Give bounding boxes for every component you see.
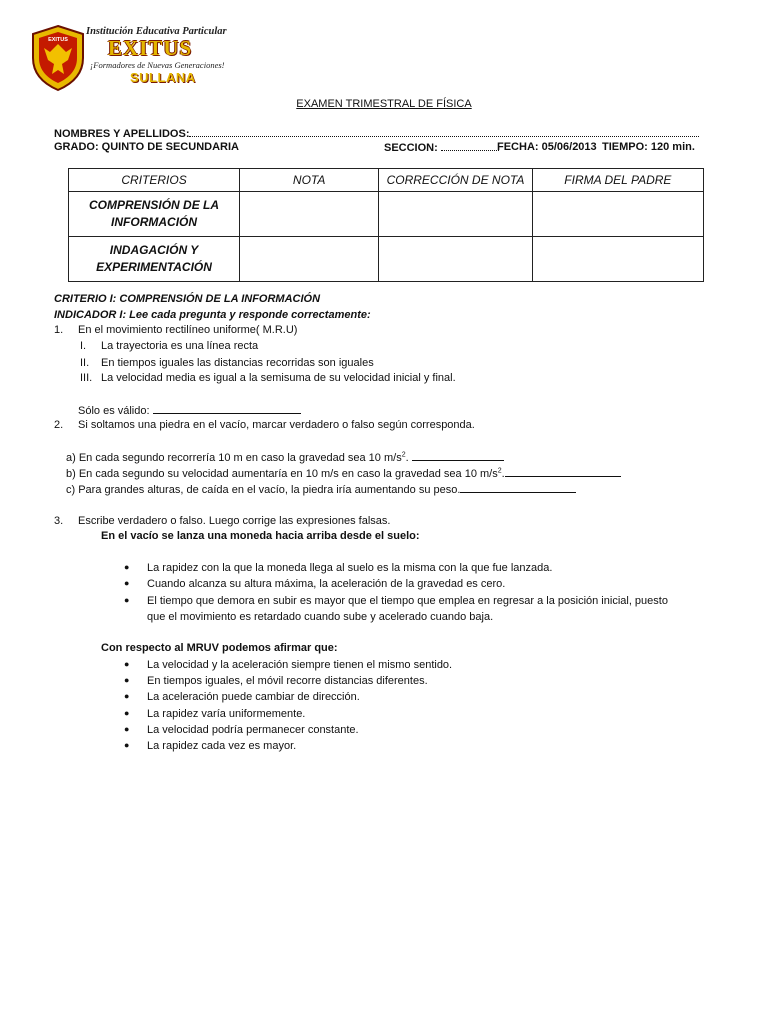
bullet-icon: ●: [124, 675, 130, 685]
q1-item-text: La velocidad media es igual a la semisuma de su velocidad inicial y final.: [101, 372, 456, 384]
bullet-icon: ●: [124, 724, 130, 734]
q1-answer-label: Sólo es válido:: [78, 405, 153, 417]
names-label: NOMBRES Y APELLIDOS:: [54, 128, 190, 140]
exam-title: EXAMEN TRIMESTRAL DE FÍSICA: [296, 98, 472, 110]
q1-item-text: En tiempos iguales las distancias recorridas son iguales: [101, 357, 374, 369]
q2-a-field[interactable]: [412, 450, 504, 461]
q1-answer-row: [78, 403, 301, 417]
q1-item-num: III.: [80, 372, 93, 384]
section-label: SECCION:: [384, 142, 438, 154]
brand-name: EXITUS: [108, 36, 193, 60]
q3-text: Escribe verdadero o falso. Luego corrige las expresiones falsas.: [78, 515, 391, 527]
nota-cell[interactable]: [240, 237, 379, 282]
table-row: [69, 237, 704, 282]
q2-c-row: [66, 482, 576, 496]
list-item: La rapidez cada vez es mayor.: [147, 740, 297, 752]
bullet-icon: ●: [124, 595, 130, 605]
correccion-cell[interactable]: [379, 192, 532, 237]
time: TIEMPO: 120 min.: [602, 141, 695, 153]
table-row: [69, 192, 704, 237]
q2-a-row: a) En cada segundo recorrería 10 m en caso la gravedad sea 10 $m/s^2$.: [66, 450, 504, 464]
q1-text: En el movimiento rectilíneo uniforme( M.R.U): [78, 324, 298, 336]
date: FECHA: 05/06/2013: [497, 141, 597, 153]
criteria-table: [68, 168, 704, 282]
list-item: La velocidad y la aceleración siempre tienen el mismo sentido.: [147, 659, 453, 671]
nota-cell[interactable]: [240, 192, 379, 237]
bullet-icon: ●: [124, 562, 130, 572]
bullet-icon: ●: [124, 708, 130, 718]
q2-text: Si soltamos una piedra en el vacío, marcar verdadero o falso según corresponda.: [78, 419, 475, 431]
criterion-line: INFORMACIÓN: [111, 215, 198, 229]
list-item: El tiempo que demora en subir es mayor que el tiempo que emplea en regresar a la posición inicial, puesto: [147, 595, 668, 607]
q2-c-field[interactable]: [460, 482, 576, 493]
criterio-heading: CRITERIO I: COMPRENSIÓN DE LA INFORMACIÓN: [54, 293, 321, 305]
q3-subheading-2: Con respecto al MRUV podemos afirmar que:: [101, 642, 338, 654]
q1-item-text: La trayectoria es una línea recta: [101, 340, 259, 352]
q1-answer-field[interactable]: [153, 403, 301, 414]
q1-number: 1.: [54, 324, 64, 336]
q3-number: 3.: [54, 515, 64, 527]
school-logo: [30, 24, 260, 94]
shield-text: EXITUS: [48, 37, 68, 43]
q2-number: 2.: [54, 419, 64, 431]
criterion-cell: [69, 237, 240, 282]
q1-item-num: II.: [80, 357, 90, 369]
list-item: La aceleración puede cambiar de dirección.: [147, 691, 360, 703]
q2-b-text: b) En cada segundo su velocidad aumentaría en 10 m/s en caso la gravedad sea 10 m/s: [66, 468, 498, 480]
q2-a-text: a) En cada segundo recorrería 10 m en caso la gravedad sea 10 m/s: [66, 452, 402, 464]
list-item: Cuando alcanza su altura máxima, la aceleración de la gravedad es cero.: [147, 578, 506, 590]
indicador-heading: INDICADOR I: Lee cada pregunta y responde correctamente:: [54, 309, 371, 321]
q1-item-num: I.: [80, 340, 87, 352]
names-field[interactable]: [189, 127, 699, 137]
col-criterios: CRITERIOS: [69, 169, 240, 192]
institution-name: Institución Educativa Particular: [86, 26, 227, 37]
bullet-icon: ●: [124, 740, 130, 750]
criterion-cell: [69, 192, 240, 237]
criterion-line: COMPRENSIÓN DE LA: [89, 198, 220, 212]
col-correccion: CORRECCIÓN DE NOTA: [379, 169, 532, 192]
city-name: SULLANA: [130, 70, 196, 85]
list-item: La rapidez varía uniformemente.: [147, 708, 306, 720]
bullet-icon: ●: [124, 578, 130, 588]
q2-c-text: c) Para grandes alturas, de caída en el vacío, la piedra iría aumentando su peso.: [66, 484, 461, 496]
section-field[interactable]: [441, 141, 499, 151]
firma-cell[interactable]: [532, 237, 703, 282]
section-row: [384, 141, 499, 154]
q2-b-row: b) En cada segundo su velocidad aumentaría en 10 m/s en caso la gravedad sea 10 $m/s^2$.: [66, 466, 621, 480]
table-header-row: [69, 169, 704, 192]
q2-b-sup: 2: [497, 467, 502, 475]
bullet-icon: ●: [124, 659, 130, 669]
col-nota: NOTA: [240, 169, 379, 192]
list-item: En tiempos iguales, el móvil recorre distancias diferentes.: [147, 675, 428, 687]
criterion-line: EXPERIMENTACIÓN: [96, 260, 212, 274]
motto: ¡Formadores de Nuevas Generaciones!: [90, 60, 225, 70]
firma-cell[interactable]: [532, 192, 703, 237]
criterion-line: INDAGACIÓN Y: [109, 243, 199, 257]
list-item: La rapidez con la que la moneda llega al suelo es la misma con la que fue lanzada.: [147, 562, 553, 574]
q3-subheading-1: En el vacío se lanza una moneda hacia arriba desde el suelo:: [101, 530, 420, 542]
correccion-cell[interactable]: [379, 237, 532, 282]
shield-icon: [30, 24, 86, 92]
names-row: [54, 127, 699, 140]
q2-b-field[interactable]: [505, 466, 621, 477]
list-item: La velocidad podría permanecer constante.: [147, 724, 359, 736]
q2-a-sup: 2: [401, 451, 406, 459]
col-firma: FIRMA DEL PADRE: [532, 169, 703, 192]
grade: GRADO: QUINTO DE SECUNDARIA: [54, 141, 239, 153]
bullet-icon: ●: [124, 691, 130, 701]
list-item-continuation: que el movimiento es retardado cuando sube y acelerado cuando baja.: [147, 611, 494, 623]
